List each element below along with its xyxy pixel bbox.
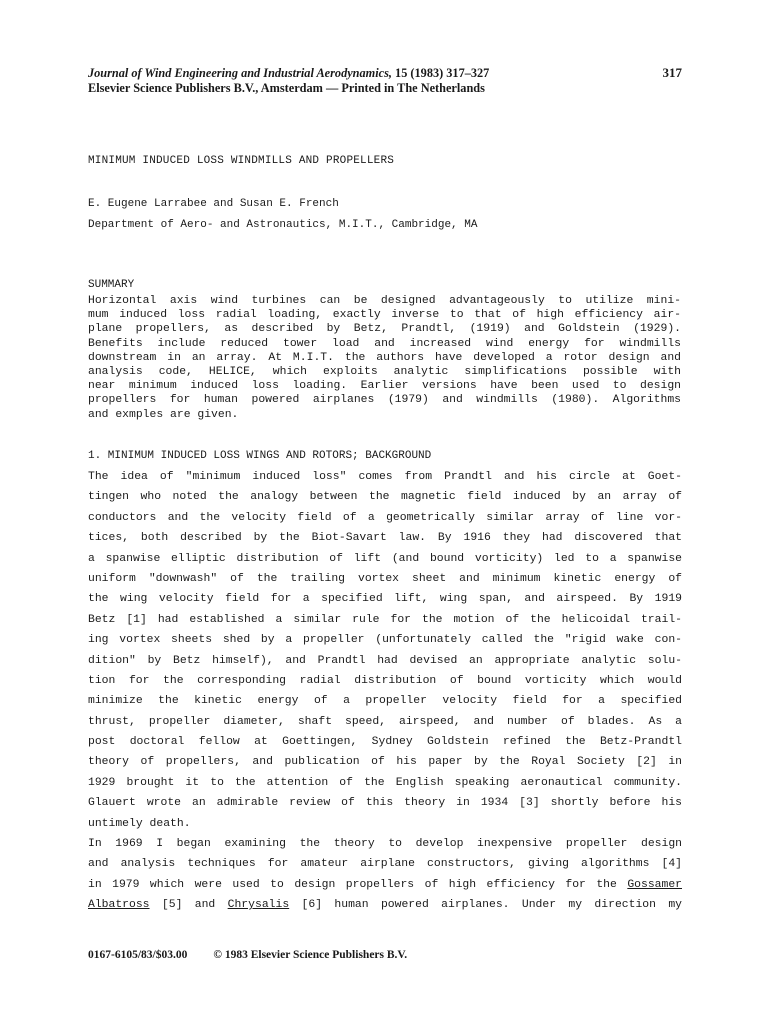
body-line: 1929 brought it to the attention of the English speaking aeronautical community. (88, 776, 682, 789)
author-affiliation: Department of Aero- and Astronautics, M.I.T., Cambridge, MA (88, 219, 478, 231)
body-line: conductors and the velocity field of a geometrically similar array of line vor- (88, 511, 682, 524)
summary-paragraph (88, 294, 681, 422)
body-line: In 1969 I began examining the theory to develop inexpensive propeller design (88, 838, 682, 851)
body-line: and analysis techniques for amateur airplane constructors, giving algorithms [4] (88, 858, 682, 871)
aircraft-name-albatross: Albatross (88, 899, 150, 912)
journal-volume: 15 (1983) 317–327 (391, 66, 490, 80)
body-line: Glauert wrote an admirable review of this theory in 1934 [3] shortly before his (88, 797, 682, 810)
body-text-fragment: [6] human powered airplanes. Under my direction my (289, 899, 682, 912)
footer (88, 949, 407, 961)
summary-line: and exmples are given. (88, 408, 239, 421)
body-line: tices, both described by the Biot-Savart law. By 1916 they had discovered that (88, 532, 682, 545)
summary-line: near minimum induced loss loading. Earlier versions have been used to design (88, 380, 681, 393)
body-line: uniform "downwash" of the trailing vortex sheet and minimum kinetic energy of (88, 572, 682, 585)
body-line: tion for the corresponding radial distribution of bound vorticity which would (88, 674, 682, 687)
body-line: tingen who noted the analogy between the magnetic field induced by an array of (88, 491, 682, 504)
summary-line: Horizontal axis wind turbines can be designed advantageously to utilize mini- (88, 295, 681, 307)
body-line: post doctoral fellow at Goettingen, Sydney Goldstein refined the Betz-Prandtl (88, 736, 682, 749)
aircraft-name-gossamer: Gossamer (627, 878, 682, 891)
publisher-line: Elsevier Science Publishers B.V., Amsterdam — Printed in The Netherlands (88, 81, 485, 95)
issn-code: 0167-6105/83/$03.00 (88, 949, 188, 961)
body-line (88, 895, 682, 915)
section-1-heading: 1. MINIMUM INDUCED LOSS WINGS AND ROTORS; BACKGROUND (88, 450, 432, 462)
journal-name: Journal of Wind Engineering and Industrial Aerodynamics, (88, 66, 392, 80)
summary-line: mum induced loss radial loading, exactly inverse to that of high efficiency air- (88, 309, 681, 322)
section-1-body (88, 467, 682, 916)
body-line: untimely death. (88, 817, 191, 830)
paper-authors: E. Eugene Larrabee and Susan E. French (88, 198, 339, 210)
summary-heading: SUMMARY (88, 279, 135, 291)
summary-line: analysis code, HELICE, which exploits analytic simplifications possible with (88, 365, 681, 378)
summary-line: downstream in an array. At M.I.T. the authors have developed a rotor design and (88, 351, 681, 364)
body-text-fragment: [5] and (149, 899, 228, 912)
body-line (88, 875, 682, 895)
body-line: minimize the kinetic energy of a propeller velocity field for a specified (88, 695, 682, 708)
summary-line: plane propellers, as described by Betz, Prandtl, (1919) and Goldstein (1929). (88, 323, 681, 336)
body-line: ing vortex sheets shed by a propeller (unfortunately called the "rigid wake con- (88, 634, 682, 647)
journal-line-1 (88, 66, 688, 81)
body-line: the wing velocity field for a specified lift, wing span, and airspeed. By 1919 (88, 593, 682, 606)
summary-line: Benefits include reduced tower load and increased wind energy for windmills (88, 337, 681, 350)
body-line: a spanwise elliptic distribution of lift (and bound vorticity) led to a spanwise (88, 552, 682, 565)
body-line: Betz [1] had established a similar rule for the motion of the helicoidal trail- (88, 613, 682, 626)
page-number: 317 (662, 65, 682, 80)
copyright-notice: © 1983 Elsevier Science Publishers B.V. (213, 949, 408, 961)
body-text-fragment: in 1979 which were used to design propellers of high efficiency for the (88, 878, 617, 891)
summary-line: propellers for human powered airplanes (1979) and windmills (1980). Algorithms (88, 394, 681, 407)
aircraft-name-chrysalis: Chrysalis (227, 899, 290, 912)
body-line: theory of propellers, and publication of his paper by the Royal Society [2] in (88, 756, 682, 769)
paper-title: MINIMUM INDUCED LOSS WINDMILLS AND PROPELLERS (88, 155, 395, 167)
body-line: thrust, propeller diameter, shaft speed, airspeed, and number of blades. As a (88, 715, 682, 728)
body-line: dition" by Betz himself), and Prandtl had devised an appropriate analytic solu- (88, 654, 682, 667)
body-line: The idea of "minimum induced loss" comes from Prandtl and his circle at Goet- (88, 471, 682, 483)
journal-citation (88, 66, 688, 96)
